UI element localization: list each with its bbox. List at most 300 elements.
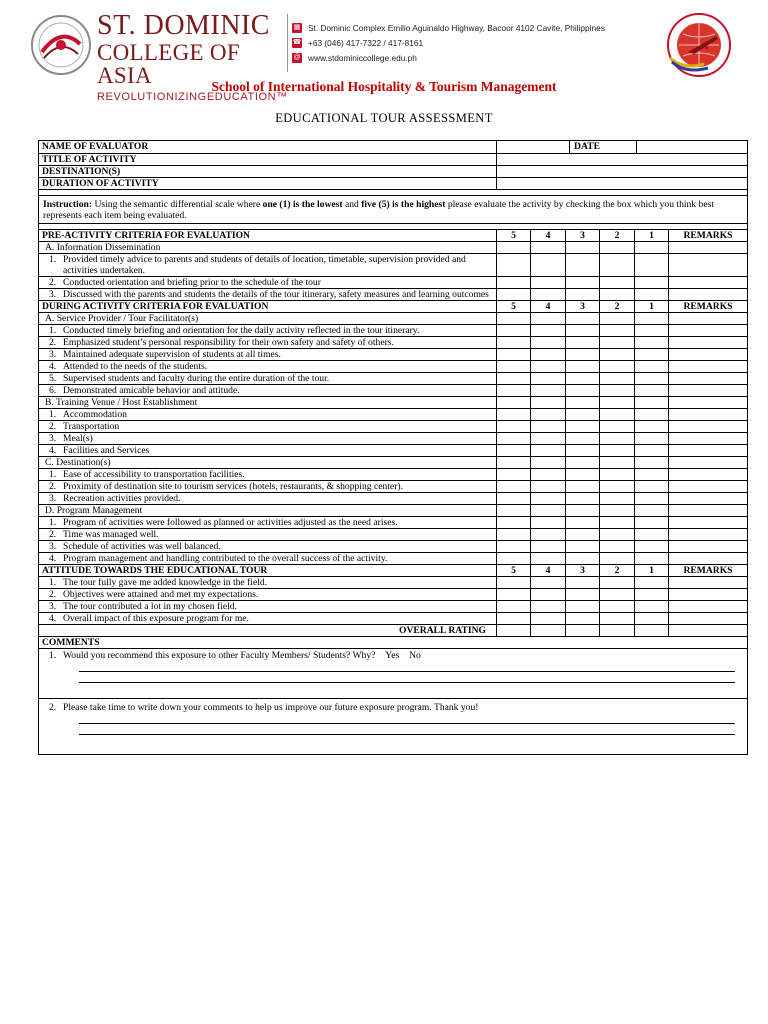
rating-cell-5[interactable] <box>497 325 531 337</box>
subsection-title: A. Service Provider / Tour Facilitator(s) <box>39 313 497 325</box>
overall-rating-cell-2[interactable] <box>600 625 635 637</box>
instruction-row <box>39 196 748 224</box>
rating-cell <box>531 397 566 409</box>
criteria-label: Schedule of activities was well balanced. <box>63 541 221 552</box>
comment-q1-text: Would you recommend this exposure to other Faculty Members/ Students? Why? Yes No <box>63 650 406 661</box>
criteria-row <box>39 469 748 481</box>
rating-cell-2[interactable] <box>600 481 635 493</box>
remarks-cell[interactable] <box>669 385 748 397</box>
pre-activity-title: PRE-ACTIVITY CRITERIA FOR EVALUATION <box>39 230 497 242</box>
rating-cell-3[interactable] <box>566 517 600 529</box>
remarks-cell[interactable] <box>669 469 748 481</box>
rating-cell-4[interactable] <box>531 337 566 349</box>
rating-cell-5[interactable] <box>497 385 531 397</box>
rating-cell <box>531 313 566 325</box>
scale-2: 2 <box>600 565 635 577</box>
subsection-row <box>39 397 748 409</box>
criteria-number: 4. <box>49 613 57 624</box>
rating-cell-2[interactable] <box>600 409 635 421</box>
rating-cell-1[interactable] <box>635 349 669 361</box>
rating-cell <box>635 505 669 517</box>
rating-cell-4[interactable] <box>531 409 566 421</box>
rating-cell-3[interactable] <box>566 349 600 361</box>
rating-cell-2[interactable] <box>600 289 635 301</box>
rating-cell-3[interactable] <box>566 589 600 601</box>
criteria-text <box>39 481 497 493</box>
comment-q1-cell[interactable] <box>39 649 748 699</box>
criteria-text <box>39 361 497 373</box>
college-name-line1: ST. DOMINIC <box>97 10 270 41</box>
rating-cell-4[interactable] <box>531 289 566 301</box>
rating-cell-1[interactable] <box>635 254 669 277</box>
criteria-row <box>39 421 748 433</box>
criteria-label: Demonstrated amicable behavior and attitude. <box>63 385 240 396</box>
rating-cell <box>566 457 600 469</box>
criteria-row <box>39 613 748 625</box>
title-field[interactable] <box>497 154 748 166</box>
overall-rating-cell-1[interactable] <box>635 625 669 637</box>
criteria-row <box>39 517 748 529</box>
comment-q2-text: Please take time to write down your comments to help us improve our future exposure program. Thank you! <box>63 702 479 713</box>
overall-rating-cell-3[interactable] <box>566 625 600 637</box>
rating-cell <box>497 313 531 325</box>
criteria-number: 3. <box>49 289 57 300</box>
rating-cell-4[interactable] <box>531 493 566 505</box>
criteria-label: Objectives were attained and met my expectations. <box>63 589 259 600</box>
rating-cell-5[interactable] <box>497 469 531 481</box>
remarks-cell[interactable] <box>669 589 748 601</box>
rating-cell-3[interactable] <box>566 493 600 505</box>
remarks-cell[interactable] <box>669 613 748 625</box>
overall-rating-remarks[interactable] <box>669 625 748 637</box>
rating-cell-3[interactable] <box>566 325 600 337</box>
address-row <box>292 20 662 35</box>
rating-cell-2[interactable] <box>600 337 635 349</box>
rating-cell-1[interactable] <box>635 433 669 445</box>
remarks-cell[interactable] <box>669 493 748 505</box>
rating-cell <box>600 397 635 409</box>
rating-cell-5[interactable] <box>497 445 531 457</box>
rating-cell-3[interactable] <box>566 361 600 373</box>
rating-cell-3[interactable] <box>566 481 600 493</box>
rating-cell-4[interactable] <box>531 613 566 625</box>
criteria-text <box>39 577 497 589</box>
criteria-number: 4. <box>49 445 57 456</box>
criteria-number: 1. <box>49 517 57 528</box>
overall-rating-cell-4[interactable] <box>531 625 566 637</box>
remarks-cell[interactable] <box>669 254 748 277</box>
rating-cell <box>600 505 635 517</box>
comments-title: COMMENTS <box>39 637 748 649</box>
criteria-text <box>39 541 497 553</box>
college-seal-logo <box>30 14 92 76</box>
remarks-cell[interactable] <box>669 373 748 385</box>
rating-cell-4[interactable] <box>531 589 566 601</box>
rating-cell-4[interactable] <box>531 553 566 565</box>
criteria-row <box>39 373 748 385</box>
criteria-row <box>39 577 748 589</box>
rating-cell-4[interactable] <box>531 517 566 529</box>
criteria-text <box>39 254 497 277</box>
rating-cell-1[interactable] <box>635 529 669 541</box>
rating-cell-1[interactable] <box>635 277 669 289</box>
criteria-label: Supervised students and faculty during the entire duration of the tour. <box>63 373 330 384</box>
rating-cell-1[interactable] <box>635 373 669 385</box>
rating-cell-1[interactable] <box>635 589 669 601</box>
remarks-cell[interactable] <box>669 289 748 301</box>
criteria-row <box>39 433 748 445</box>
rating-cell <box>600 313 635 325</box>
criteria-number: 1. <box>49 325 57 336</box>
hospitality-school-seal-logo <box>664 12 734 78</box>
rating-cell-5[interactable] <box>497 589 531 601</box>
criteria-row <box>39 541 748 553</box>
criteria-text <box>39 385 497 397</box>
rating-cell-5[interactable] <box>497 361 531 373</box>
rating-cell-3[interactable] <box>566 409 600 421</box>
remarks-cell[interactable] <box>669 517 748 529</box>
rating-cell-2[interactable] <box>600 277 635 289</box>
rating-cell-5[interactable] <box>497 254 531 277</box>
rating-cell-2[interactable] <box>600 529 635 541</box>
remarks-cell[interactable] <box>669 481 748 493</box>
criteria-text <box>39 409 497 421</box>
comment-q2-cell[interactable] <box>39 699 748 755</box>
rating-cell-1[interactable] <box>635 361 669 373</box>
rating-cell-1[interactable] <box>635 421 669 433</box>
rating-cell-1[interactable] <box>635 577 669 589</box>
phone-icon: ☎ <box>292 38 302 46</box>
rating-cell-5[interactable] <box>497 481 531 493</box>
rating-cell-1[interactable] <box>635 541 669 553</box>
rating-cell-5[interactable] <box>497 409 531 421</box>
scale-4: 4 <box>531 230 566 242</box>
phone-text: +63 (046) 417-7322 / 417-8161 <box>308 37 424 48</box>
rating-cell <box>566 505 600 517</box>
rating-cell-4[interactable] <box>531 433 566 445</box>
rating-cell-3[interactable] <box>566 254 600 277</box>
criteria-text <box>39 433 497 445</box>
remarks-cell[interactable] <box>669 601 748 613</box>
criteria-row <box>39 481 748 493</box>
remarks-cell <box>669 242 748 254</box>
remarks-cell[interactable] <box>669 553 748 565</box>
criteria-label: Attended to the needs of the students. <box>63 361 208 372</box>
criteria-label: Provided timely advice to parents and students of details of location, timetable, supervision provided and activities undertaken. <box>63 254 466 276</box>
rating-cell <box>635 242 669 254</box>
criteria-row <box>39 277 748 289</box>
rating-cell <box>497 242 531 254</box>
rating-cell-2[interactable] <box>600 517 635 529</box>
rating-cell-2[interactable] <box>600 325 635 337</box>
scale-1: 1 <box>635 301 669 313</box>
criteria-text <box>39 529 497 541</box>
rating-cell-4[interactable] <box>531 601 566 613</box>
criteria-number: 4. <box>49 361 57 372</box>
scale-3: 3 <box>566 565 600 577</box>
rating-cell-4[interactable] <box>531 254 566 277</box>
scale-1: 1 <box>635 230 669 242</box>
rating-cell-5[interactable] <box>497 337 531 349</box>
rating-cell-5[interactable] <box>497 553 531 565</box>
remarks-cell[interactable] <box>669 541 748 553</box>
destination-row <box>39 166 748 178</box>
criteria-number: 2. <box>49 589 57 600</box>
rating-cell-1[interactable] <box>635 613 669 625</box>
rating-cell <box>531 242 566 254</box>
rating-cell-4[interactable] <box>531 541 566 553</box>
rating-cell-4[interactable] <box>531 385 566 397</box>
criteria-label: Proximity of destination site to tourism services (hotels, restaurants, & shopping center). <box>63 481 403 492</box>
comment-q2-line[interactable] <box>79 713 735 724</box>
rating-cell-3[interactable] <box>566 553 600 565</box>
criteria-text <box>39 493 497 505</box>
rating-cell-5[interactable] <box>497 433 531 445</box>
criteria-number: 6. <box>49 385 57 396</box>
rating-cell-5[interactable] <box>497 601 531 613</box>
rating-cell-3[interactable] <box>566 289 600 301</box>
rating-cell-2[interactable] <box>600 493 635 505</box>
remarks-cell <box>669 313 748 325</box>
rating-cell <box>566 313 600 325</box>
remarks-header: REMARKS <box>669 565 748 577</box>
rating-cell-2[interactable] <box>600 613 635 625</box>
criteria-label: Conducted timely briefing and orientation for the daily activity reflected in the tour itinerary. <box>63 325 420 336</box>
scale-4: 4 <box>531 301 566 313</box>
rating-cell-3[interactable] <box>566 277 600 289</box>
rating-cell-1[interactable] <box>635 445 669 457</box>
rating-cell-3[interactable] <box>566 613 600 625</box>
rating-cell-1[interactable] <box>635 325 669 337</box>
comment-q2-line[interactable] <box>79 724 735 735</box>
rating-cell-3[interactable] <box>566 433 600 445</box>
remarks-cell[interactable] <box>669 349 748 361</box>
criteria-row <box>39 589 748 601</box>
rating-cell-3[interactable] <box>566 337 600 349</box>
rating-cell-4[interactable] <box>531 481 566 493</box>
rating-cell-4[interactable] <box>531 277 566 289</box>
rating-cell-3[interactable] <box>566 385 600 397</box>
criteria-number: 3. <box>49 541 57 552</box>
website-row <box>292 50 662 65</box>
rating-cell <box>497 505 531 517</box>
during-activity-title: DURING ACTIVITY CRITERIA FOR EVALUATION <box>39 301 497 313</box>
rating-cell-5[interactable] <box>497 517 531 529</box>
building-icon: ▦ <box>293 23 301 31</box>
scale-2: 2 <box>600 301 635 313</box>
criteria-label: Discussed with the parents and students the details of the tour itinerary, safety measures and learning outcomes <box>63 289 489 300</box>
criteria-text <box>39 589 497 601</box>
rating-cell <box>497 397 531 409</box>
rating-cell-1[interactable] <box>635 553 669 565</box>
rating-cell-3[interactable] <box>566 601 600 613</box>
rating-cell-2[interactable] <box>600 421 635 433</box>
criteria-label: Conducted orientation and briefing prior to the schedule of the tour <box>63 277 321 288</box>
criteria-text <box>39 337 497 349</box>
rating-cell-4[interactable] <box>531 421 566 433</box>
criteria-number: 1. <box>49 577 57 588</box>
college-tagline: REVOLUTIONIZINGEDUCATION™ <box>97 91 288 103</box>
criteria-text <box>39 325 497 337</box>
remarks-cell[interactable] <box>669 361 748 373</box>
rating-cell-5[interactable] <box>497 613 531 625</box>
date-field[interactable] <box>636 141 747 153</box>
rating-cell-2[interactable] <box>600 385 635 397</box>
rating-cell-4[interactable] <box>531 577 566 589</box>
rating-cell <box>600 457 635 469</box>
rating-cell-2[interactable] <box>600 433 635 445</box>
rating-cell-1[interactable] <box>635 337 669 349</box>
duration-label: DURATION OF ACTIVITY <box>39 178 497 190</box>
remarks-cell[interactable] <box>669 409 748 421</box>
criteria-label: Overall impact of this exposure program for me. <box>63 613 249 624</box>
rating-cell <box>531 505 566 517</box>
website-text[interactable]: www.stdominiccollege.edu.ph <box>308 52 417 63</box>
rating-cell-1[interactable] <box>635 385 669 397</box>
rating-cell-3[interactable] <box>566 529 600 541</box>
criteria-label: Maintained adequate supervision of students at all times. <box>63 349 281 360</box>
rating-cell-4[interactable] <box>531 349 566 361</box>
rating-cell-5[interactable] <box>497 541 531 553</box>
rating-cell-5[interactable] <box>497 577 531 589</box>
rating-cell-4[interactable] <box>531 325 566 337</box>
criteria-text <box>39 469 497 481</box>
rating-cell <box>566 242 600 254</box>
rating-cell-3[interactable] <box>566 373 600 385</box>
rating-cell-2[interactable] <box>600 361 635 373</box>
attitude-header <box>39 565 748 577</box>
rating-cell-4[interactable] <box>531 373 566 385</box>
subsection-row <box>39 242 748 254</box>
remarks-cell[interactable] <box>669 529 748 541</box>
remarks-cell[interactable] <box>669 577 748 589</box>
pre-activity-header <box>39 230 748 242</box>
criteria-label: Program of activities were followed as planned or activities adjusted as the need arises. <box>63 517 398 528</box>
rating-cell-1[interactable] <box>635 289 669 301</box>
subsection-row <box>39 313 748 325</box>
criteria-label: Time was managed well. <box>63 529 159 540</box>
rating-cell-4[interactable] <box>531 469 566 481</box>
rating-cell-5[interactable] <box>497 289 531 301</box>
rating-cell-5[interactable] <box>497 277 531 289</box>
destination-field[interactable] <box>497 166 748 178</box>
remarks-cell[interactable] <box>669 433 748 445</box>
criteria-row <box>39 409 748 421</box>
rating-cell-3[interactable] <box>566 445 600 457</box>
criteria-number: 2. <box>49 277 57 288</box>
subsection-row <box>39 505 748 517</box>
comment-q1-line[interactable] <box>79 661 735 672</box>
rating-cell-1[interactable] <box>635 481 669 493</box>
rating-cell-5[interactable] <box>497 421 531 433</box>
evaluator-field[interactable] <box>497 141 748 154</box>
criteria-number: 2. <box>49 529 57 540</box>
rating-cell <box>635 313 669 325</box>
address-text: St. Dominic Complex Emilio Aguinaldo Highway, Bacoor 4102 Cavite, Philippines <box>308 22 605 33</box>
criteria-number: 3. <box>49 349 57 360</box>
rating-cell-1[interactable] <box>635 601 669 613</box>
rating-cell <box>635 457 669 469</box>
remarks-cell[interactable] <box>669 445 748 457</box>
criteria-number: 3. <box>49 493 57 504</box>
rating-cell-1[interactable] <box>635 493 669 505</box>
remarks-cell[interactable] <box>669 277 748 289</box>
remarks-cell <box>669 457 748 469</box>
rating-cell-3[interactable] <box>566 541 600 553</box>
rating-cell-3[interactable] <box>566 421 600 433</box>
criteria-row <box>39 325 748 337</box>
criteria-label: Recreation activities provided. <box>63 493 181 504</box>
criteria-number: 1. <box>49 469 57 480</box>
criteria-row <box>39 553 748 565</box>
overall-rating-cell-5[interactable] <box>497 625 531 637</box>
criteria-number: 3. <box>49 433 57 444</box>
rating-cell-5[interactable] <box>497 349 531 361</box>
criteria-row <box>39 254 748 277</box>
comment-q2-row <box>39 699 748 755</box>
rating-cell-4[interactable] <box>531 529 566 541</box>
remarks-cell[interactable] <box>669 337 748 349</box>
rating-cell-1[interactable] <box>635 409 669 421</box>
rating-cell-1[interactable] <box>635 469 669 481</box>
rating-cell-1[interactable] <box>635 517 669 529</box>
rating-cell-2[interactable] <box>600 577 635 589</box>
criteria-row <box>39 601 748 613</box>
scale-5: 5 <box>497 230 531 242</box>
rating-cell-2[interactable] <box>600 373 635 385</box>
rating-cell-2[interactable] <box>600 541 635 553</box>
remarks-cell <box>669 505 748 517</box>
rating-cell-2[interactable] <box>600 601 635 613</box>
criteria-row <box>39 289 748 301</box>
during-activity-section <box>39 313 748 565</box>
rating-cell-5[interactable] <box>497 493 531 505</box>
rating-cell-2[interactable] <box>600 589 635 601</box>
rating-cell-3[interactable] <box>566 577 600 589</box>
rating-cell-4[interactable] <box>531 361 566 373</box>
rating-cell-2[interactable] <box>600 445 635 457</box>
remarks-cell[interactable] <box>669 325 748 337</box>
criteria-number: 2. <box>49 337 57 348</box>
duration-field[interactable] <box>497 178 748 190</box>
subsection-title: A. Information Dissemination <box>39 242 497 254</box>
criteria-label: Meal(s) <box>63 433 93 444</box>
rating-cell-5[interactable] <box>497 529 531 541</box>
rating-cell-4[interactable] <box>531 445 566 457</box>
remarks-cell[interactable] <box>669 421 748 433</box>
scale-5: 5 <box>497 301 531 313</box>
during-activity-header <box>39 301 748 313</box>
rating-cell-2[interactable] <box>600 553 635 565</box>
criteria-number: 5. <box>49 373 57 384</box>
criteria-row <box>39 493 748 505</box>
criteria-number: 3. <box>49 601 57 612</box>
rating-cell-2[interactable] <box>600 469 635 481</box>
rating-cell-2[interactable] <box>600 254 635 277</box>
rating-cell <box>566 397 600 409</box>
scale-3: 3 <box>566 301 600 313</box>
rating-cell-5[interactable] <box>497 373 531 385</box>
rating-cell-3[interactable] <box>566 469 600 481</box>
comment-q1-line[interactable] <box>79 672 735 683</box>
rating-cell <box>497 457 531 469</box>
scale-5: 5 <box>497 565 531 577</box>
criteria-text <box>39 421 497 433</box>
rating-cell-2[interactable] <box>600 349 635 361</box>
comments-header-row <box>39 637 748 649</box>
rating-cell <box>600 242 635 254</box>
scale-4: 4 <box>531 565 566 577</box>
